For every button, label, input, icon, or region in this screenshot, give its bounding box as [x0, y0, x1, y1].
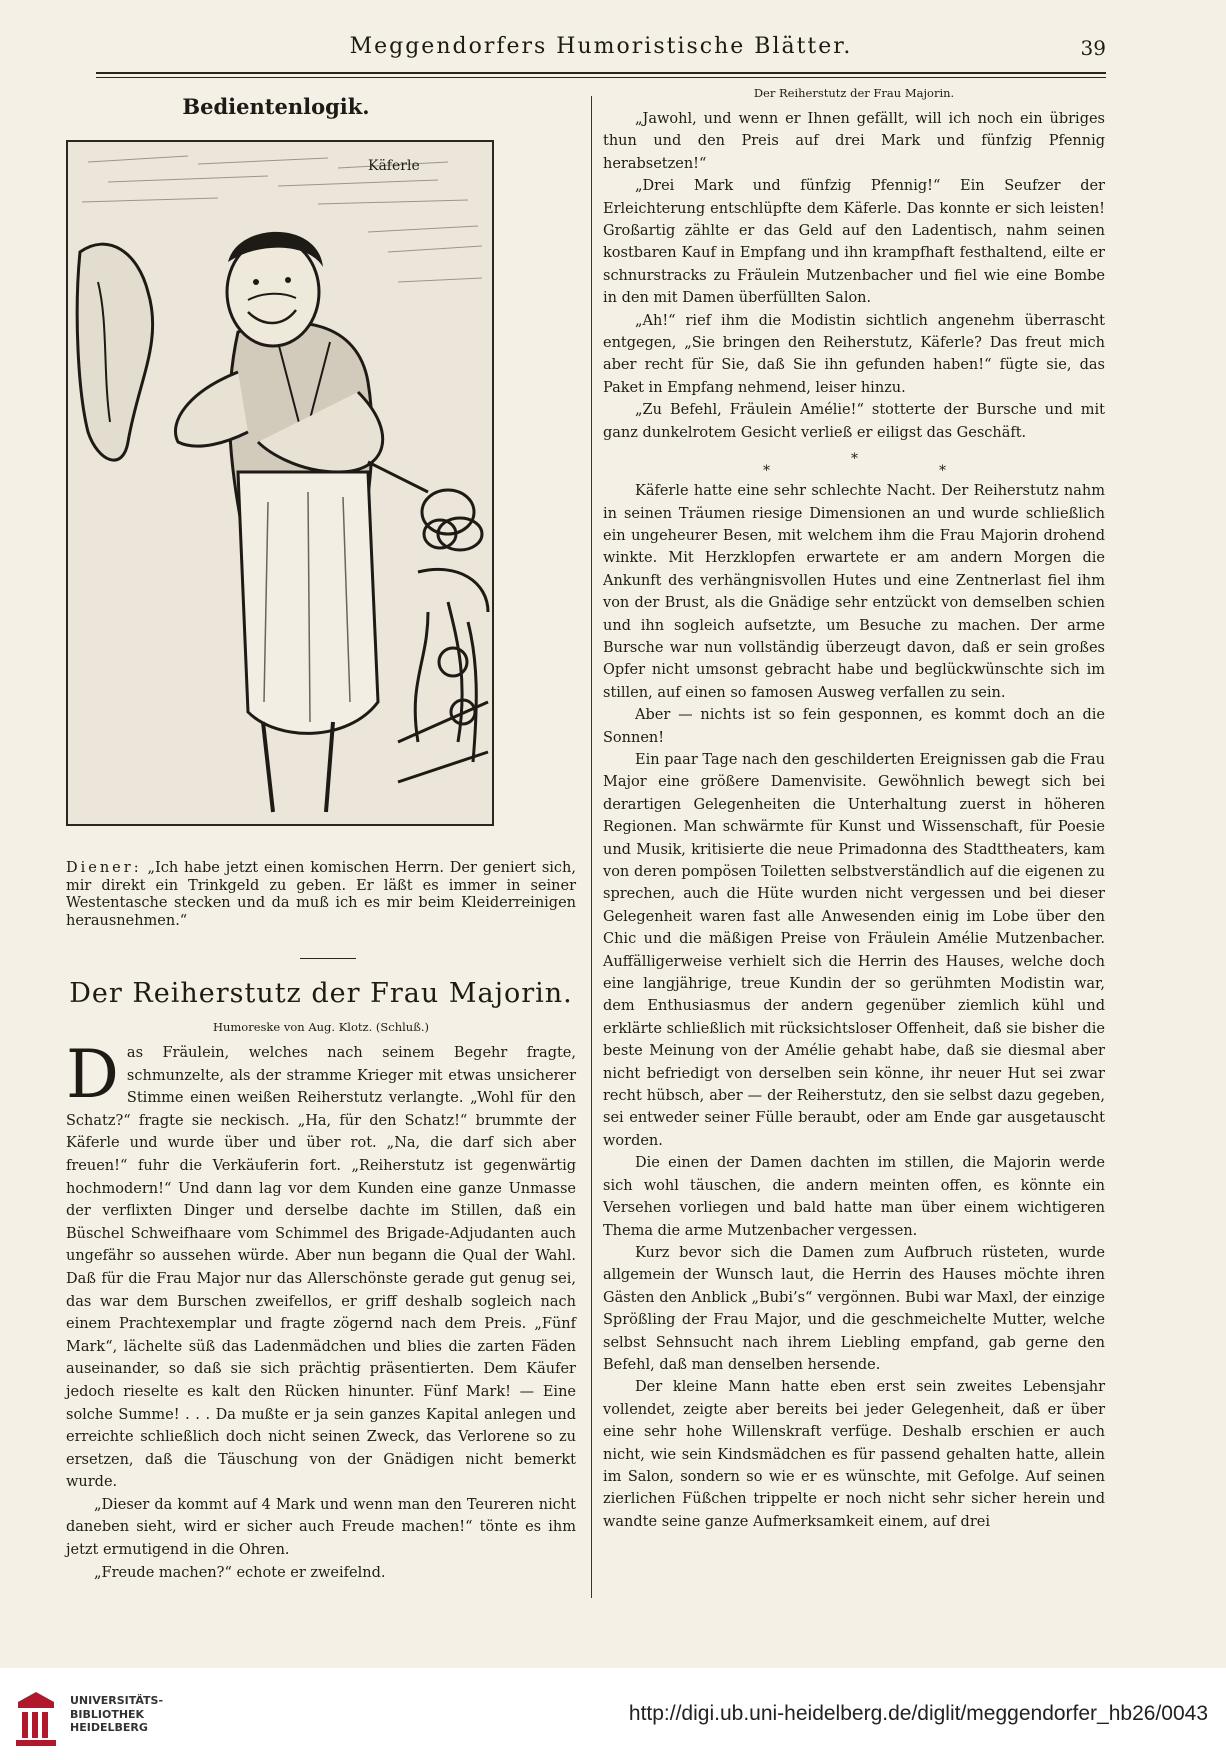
- story-paragraph: Der kleine Mann hatte eben erst sein zweites Lebensjahr vollendet, zeigte aber bereits bei jeder Gelegenheit, daß er über eine sehr hohe Willenskraft verfüge. Deshalb erschien er auch nicht, wie sein Kindsmädchen es für passend gehalten hatte, allein im Salon, sondern so wie er es wünschte, mit Gefolge. Auf seinen zierlichen Füßchen trippelte er noch nicht sehr sicher herein und wandte seine ganze Aufmerksamkeit einem, auf drei: [603, 1379, 1105, 1530]
- story-paragraph: „Dieser da kommt auf 4 Mark und wenn man den Teureren nicht daneben sieht, wird er sicher auch Freude machen!“ tönte es ihm jetzt ermutigend in die Ohren.: [66, 1496, 576, 1559]
- story-paragraph: Das Fräulein, welches nach seinem Begehr fragte, schmunzelte, als der stramme Krieger mit etwas unsicherer Stimme einen weißen Reiherstutz verlangte. „Wohl für den Schatz?“ fragte sie neckisch. „Ha, für den Schatz!“ brummte der Käferle und wurde über und über rot. „Na, die darf sich aber freuen!“ fuhr die Verkäuferin fort. „Reiherstutz ist gegenwärtig hochmodern!“ Und dann lag vor dem Kunden eine ganze Unmasse der verflixten Dinger und derselbe dachte im Stillen, daß ein Büschel Schweifhaare vom Schimmel des Brigade-Adjudanten auch ungefähr so aussehen würde. Aber nun begann die Qual der Wahl. Daß für die Frau Major nur das Allerschönste gerade gut genug sei, das war dem Burschen zweifellos, er griff deshalb sogleich nach einem Prachtexemplar und fragte zögernd nach dem Preis. „Fünf Mark“, lächelte süß das Ladenmädchen und blies die zarten Fäden auseinander, so daß sie sich prächtig präsentierten. Dem Käufer jedoch rieselte es kalt den Rücken hinunter. Fünf Mark! — Eine solche Summe! . . . Da mußte er ja sein ganzes Kapital anlegen und erreichte schließlich doch nicht seinen Zweck, das Verlorene so zu ersetzen, daß die Täuschung von der Gnädigen nicht bemerkt wurde.: [66, 1036, 576, 1491]
- caption-text: „Ich habe jetzt einen komischen Herrn. Der geniert sich, mir direkt ein Trinkgeld zu geben. Er läßt es immer in seiner Westentasche stecken und da muß ich es mir beim Kleiderreinigen herausnehmen.“: [66, 860, 576, 929]
- library-name: UNIVERSITÄTS- BIBLIOTHEK HEIDELBERG: [70, 1694, 164, 1734]
- section-separator: [300, 958, 356, 959]
- story-paragraph: „Jawohl, und wenn er Ihnen gefällt, will ich noch ein übriges thun und den Preis auf drei Mark und fünfzig Pfennig herabsetzen!“: [603, 111, 1105, 172]
- story-paragraph: „Freude machen?“ echote er zweifelnd.: [94, 1564, 386, 1581]
- story-paragraph: Aber — nichts ist so fein gesponnen, es kommt doch an die Sonnen!: [603, 707, 1105, 746]
- story-title: Der Reiherstutz der Frau Majorin.: [69, 978, 573, 1009]
- right-column: [603, 86, 1105, 1533]
- university-logo-icon: [14, 1688, 58, 1748]
- story-byline: Humoreske von Aug. Klotz. (Schluß.): [212, 1020, 430, 1034]
- column-divider: [591, 96, 592, 1598]
- break-star: *: [851, 451, 858, 468]
- story-paragraph: Die einen der Damen dachten im stillen, die Majorin werde sich wohl täuschen, die andern meinten offen, es könnte ein Versehen vorliegen und bald hatte man über einem wichtigeren Thema die arme Mutzenbacher vergessen.: [603, 1155, 1105, 1239]
- story-paragraph: „Ah!“ rief ihm die Modistin sichtlich angenehm überrascht entgegen, „Sie bringen den Reiherstutz, Käferle? Das freut mich aber recht für Sie, daß Sie ihn gefunden haben!“ fügte sie, das Paket in Empfang nehmend, leiser hinzu.: [603, 312, 1105, 396]
- artist-signature: Käferle: [368, 158, 420, 174]
- section-break-stars: [603, 444, 1105, 480]
- break-star: *: [763, 463, 770, 480]
- story-paragraph: „Drei Mark und fünfzig Pfennig!“ Ein Seufzer der Erleichterung entschlüpfte dem Käferle. Das konnte er sich leisten! Großartig zählte er das Geld auf den Ladentisch, nahm seinen kostbaren Kauf in Empfang und ihn krampfhaft festhaltend, eilte er schnurstracks zu Fräulein Mutzenbacher und fiel wie eine Bombe in den mit Damen überfüllten Salon.: [603, 178, 1105, 307]
- continued-heading: Der Reiherstutz der Frau Majorin.: [753, 86, 955, 100]
- story-paragraph: Kurz bevor sich die Damen zum Aufbruch rüsteten, wurde allgemein der Wunsch laut, die Herrin des Hauses möchte ihren Gästen den Anblick „Bubi’s“ vergönnen. Bubi war Maxl, der einzige Sprößling der Frau Major, und die geschmeichelte Mutter, welche selbst Sehnsucht nach ihrem Liebling empfand, gab gerne den Befehl, daß man denselben hersende.: [603, 1244, 1105, 1373]
- story-paragraph: „Zu Befehl, Fräulein Amélie!“ stotterte der Bursche und mit ganz dunkelrotem Gesicht verließ er eiligst das Geschäft.: [603, 402, 1105, 441]
- header-rule-thin: [96, 77, 1106, 78]
- story-paragraph: Ein paar Tage nach den geschilderten Ereignissen gab die Frau Major eine größere Damenvisite. Gewöhnlich bewegt sich bei derartigen Gelegenheiten die Unterhaltung zuerst in höheren Regionen. Man schwärmte für Kunst und Wissenschaft, für Poesie und Musik, kritisierte die neue Primadonna des Stadttheaters, kam von deren pompösen Toiletten selbstverständlich auf die eigenen zu sprechen, auch die Hüte wurden nicht vergessen und bei dieser Gelegenheit waren fast alle Anwesenden einig im Lobe über den Chic und die mäßigen Preise von Fräulein Amélie Mutzenbacher. Auffälligerweise verhielt sich die Herrin des Hauses, welche doch eine langjährige, treue Kundin der so gerühmten Modistin war, dem Enthusiasmus der andern gegenüber ziemlich kühl und erklärte schließlich mit rücksichtsloser Offenheit, daß sie bisher die beste Meinung von der Amélie gehabt habe, daß sie diesmal aber nicht befriedigt von derselben sein könne, ihr neuer Hut sei zwar recht hübsch, aber — der Reiherstutz, den sie selbst dazu gegeben, sei entweder seiner Fülle beraubt, oder am Ende gar ausgetauscht worden.: [603, 751, 1105, 1149]
- caption-speaker: Diener:: [66, 860, 142, 876]
- servant-drawing: [68, 142, 492, 824]
- library-footer: [0, 1668, 1226, 1760]
- running-header: [96, 32, 1106, 66]
- story-body-left: [66, 1036, 576, 1584]
- break-star: *: [939, 463, 946, 480]
- journal-title: Meggendorfers Humoristische Blätter.: [349, 34, 853, 59]
- story-paragraph: Käferle hatte eine sehr schlechte Nacht. Der Reiherstutz nahm in seinen Träumen riesige Dimensionen an und wurde schließlich ein ungeheurer Besen, mit welchem ihm die Frau Majorin drohend winkte. Mit Herzklopfen erwartete er am andern Morgen die Ankunft des verhängnisvollen Hutes und eine Zentnerlast fiel ihm von der Brust, als die Gnädige sehr entzückt von demselben schien und ihn sogleich aufsetzte, um Besuche zu machen. Der arme Bursche war nun vollständig überzeugt davon, daß er sein großes Opfer nicht umsonst gebracht habe und beglückwünschte sich im stillen, auf einen so famosen Ausweg verfallen zu sein.: [603, 483, 1105, 701]
- drop-cap: D: [66, 1036, 119, 1113]
- page-number: 39: [1080, 36, 1106, 60]
- section-heading: Bedientenlogik.: [182, 94, 370, 119]
- source-url-link[interactable]: http://digi.ub.uni-heidelberg.de/diglit/meggendorfer_hb26/0043: [628, 1702, 1208, 1725]
- header-rule: [96, 72, 1106, 74]
- cartoon-caption: [66, 860, 576, 930]
- story-body-right: [603, 108, 1105, 1533]
- cartoon-illustration: [66, 140, 494, 826]
